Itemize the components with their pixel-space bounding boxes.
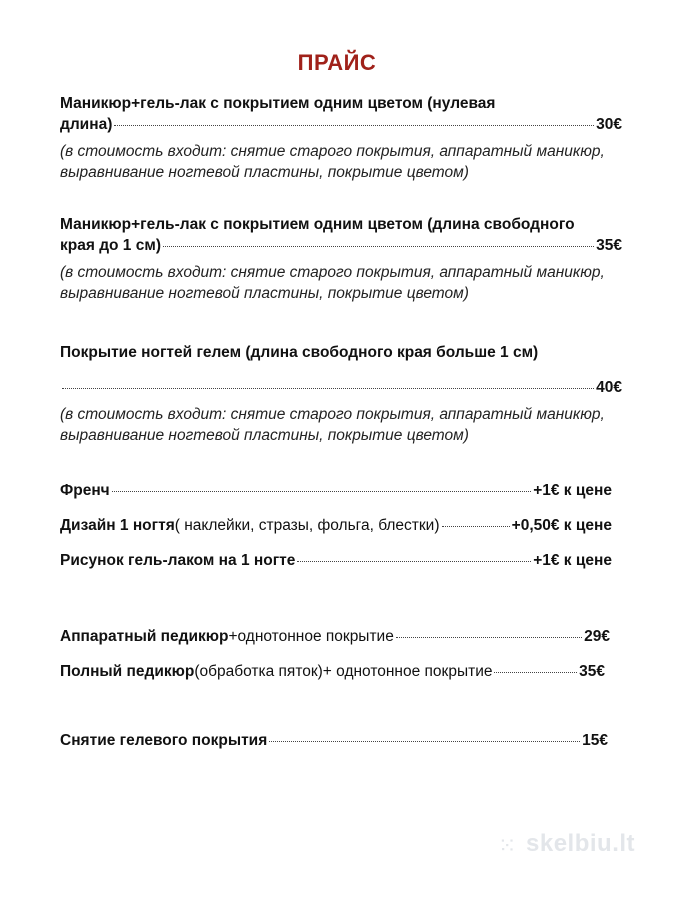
pedicure-price: 35€ <box>579 663 605 680</box>
item-note-line2: выравнивание ногтевой пластины, покрытие цветом) <box>60 164 469 181</box>
extra-row <box>60 480 612 501</box>
item-note <box>60 262 622 304</box>
removal-row <box>60 730 608 751</box>
price-item-2 <box>60 214 622 304</box>
pedicure-row <box>60 626 610 647</box>
pedicure-list <box>60 626 610 682</box>
extra-row <box>60 515 612 536</box>
watermark-icon: ⁙ <box>498 833 517 858</box>
dot-leader <box>297 557 531 562</box>
item-price-line <box>60 114 622 135</box>
item-name-line2: длина) <box>60 116 113 133</box>
pedicure-row <box>60 661 605 682</box>
item-note-line2: выравнивание ногтевой пластины, покрытие цветом) <box>60 285 469 302</box>
removal-price: 15€ <box>582 732 608 749</box>
pedicure-name: Аппаратный педикюр <box>60 628 229 645</box>
item-name-line1: Маникюр+гель-лак с покрытием одним цветом (нулевая <box>60 95 496 112</box>
item-note-line2: выравнивание ногтевой пластины, покрытие цветом) <box>60 427 469 444</box>
pedicure-name: Полный педикюр <box>60 663 195 680</box>
pedicure-price: 29€ <box>584 628 610 645</box>
dot-leader <box>112 487 532 492</box>
dot-leader <box>163 242 594 247</box>
dot-leader <box>62 384 594 389</box>
item-price-line <box>60 377 622 398</box>
item-note <box>60 141 622 183</box>
removal-item <box>60 730 608 751</box>
dot-leader <box>442 522 510 527</box>
item-note-line1: (в стоимость входит: снятие старого покрытия, аппаратный маникюр, <box>60 406 605 423</box>
extras-list <box>60 480 612 571</box>
extra-price: +0,50€ к цене <box>511 517 612 534</box>
price-item-1 <box>60 93 622 183</box>
extra-price: +1€ к цене <box>533 552 612 569</box>
item-name-line1: Маникюр+гель-лак с покрытием одним цветом (длина свободного <box>60 216 575 233</box>
extra-row <box>60 550 612 571</box>
extra-price: +1€ к цене <box>533 482 612 499</box>
extra-detail: ( наклейки, стразы, фольга, блестки) <box>174 517 440 534</box>
page-title: ПРАЙС <box>297 50 377 75</box>
pedicure-detail: (обработка пяток)+ однотонное покрытие <box>194 663 493 680</box>
item-name-line2: края до 1 см) <box>60 237 161 254</box>
item-price: 35€ <box>596 237 622 254</box>
item-price: 40€ <box>596 379 622 396</box>
dot-leader <box>494 668 577 673</box>
extra-name: Дизайн 1 ногтя <box>60 517 175 534</box>
price-item-3 <box>60 342 622 446</box>
dot-leader <box>269 737 580 742</box>
item-note-line1: (в стоимость входит: снятие старого покрытия, аппаратный маникюр, <box>60 264 605 281</box>
item-note-line1: (в стоимость входит: снятие старого покрытия, аппаратный маникюр, <box>60 143 605 160</box>
removal-name: Снятие гелевого покрытия <box>60 732 268 749</box>
item-price-line <box>60 235 622 256</box>
item-price: 30€ <box>596 116 622 133</box>
item-note <box>60 404 622 446</box>
extra-name: Френч <box>60 482 110 499</box>
pedicure-detail: +однотонное покрытие <box>228 628 394 645</box>
dot-leader <box>396 633 582 638</box>
watermark: skelbiu.lt <box>526 830 636 857</box>
item-name-line1: Покрытие ногтей гелем (длина свободного края больше 1 см) <box>60 344 539 361</box>
dot-leader <box>114 121 594 126</box>
extra-name: Рисунок гель-лаком на 1 ногте <box>60 552 296 569</box>
